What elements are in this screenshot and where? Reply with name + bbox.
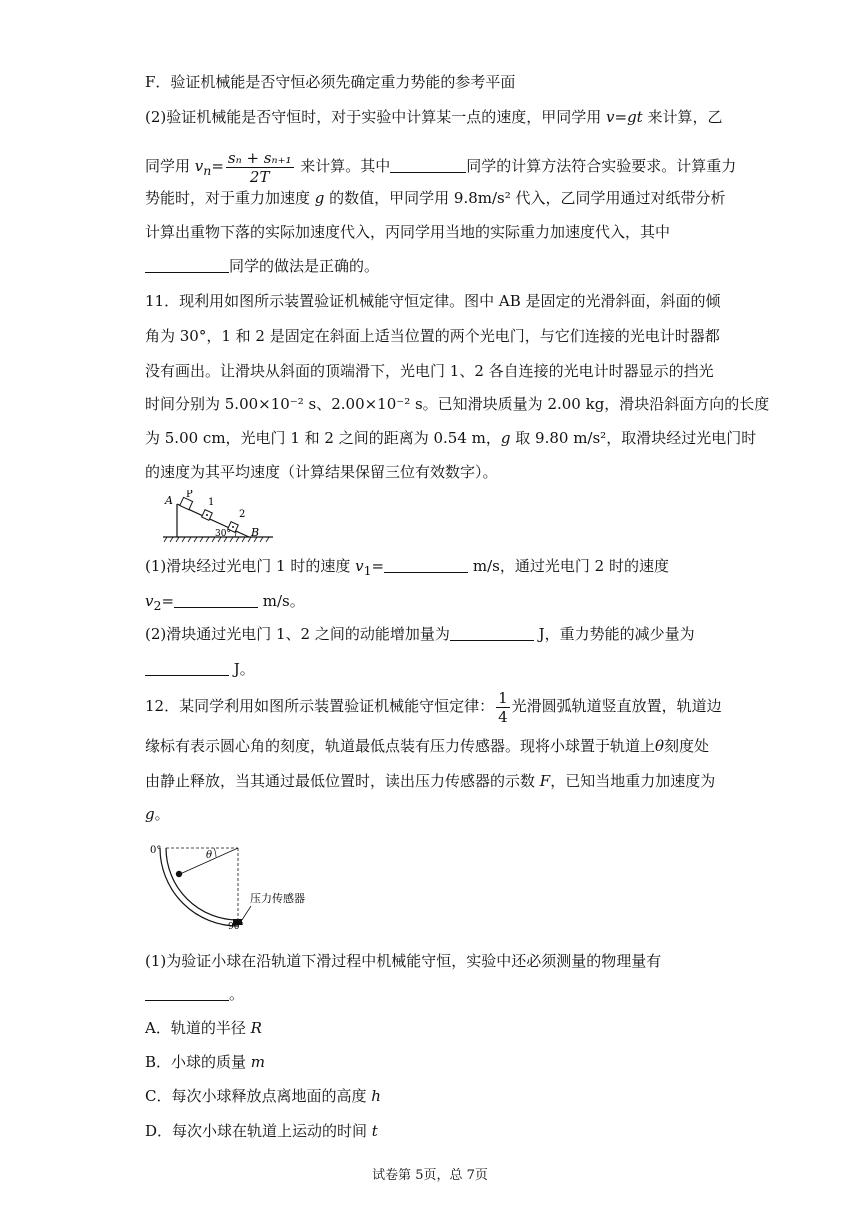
- q11-line1: 11．现利用如图所示装置验证机械能守恒定律。图中 AB 是固定的光滑斜面，斜面的倾: [145, 292, 721, 310]
- q12-line3: 由静止释放，当其通过最低位置时，读出压力传感器的示数 F，已知当地重力加速度为: [145, 772, 716, 790]
- label-a: A: [165, 494, 173, 507]
- option-d: D．每次小球在轨道上运动的时间 t: [145, 1122, 378, 1140]
- q11-sub2-line2: J。: [145, 659, 255, 679]
- q10-part2-line2: 同学用 $v_n=$ $\frac{\text{sₙ + sₙ₊₁}}{2T}$ 来计算。其中 同学的计算方法符合实验要求。计算重力: [145, 148, 737, 186]
- quarter-fraction: $\frac{1}{4}$: [498, 688, 508, 726]
- q10-part2-line3: 势能时，对于重力加速度 g 的数值，甲同学用 9.8m/s² 代入，乙同学用通过对纸带分析: [145, 189, 726, 207]
- label-0-degree: 0°: [150, 845, 162, 856]
- q10-part2-line4: 计算出重物下落的实际加速度代入，丙同学用当地的实际重力加速度代入，其中: [145, 223, 671, 241]
- q12-line2: 缘标有表示圆心角的刻度，轨道最低点装有压力传感器。现将小球置于轨道上θ刻度处: [145, 737, 710, 755]
- answer-blank[interactable]: [145, 257, 229, 273]
- label-angle: 30°: [215, 529, 231, 539]
- option-b: B．小球的质量 m: [145, 1053, 266, 1071]
- q10-part2-line1: (2)验证机械能是否守恒时，对于实验中计算某一点的速度，甲同学用 v=gt 来计算，乙: [145, 108, 723, 126]
- option-f: F．验证机械能是否守恒必须先确定重力势能的参考平面: [145, 73, 516, 91]
- q12-sub1-line1: (1)为验证小球在沿轨道下滑过程中机械能守恒，实验中还必须测量的物理量有: [145, 952, 662, 970]
- q11-line4: 时间分别为 5.00×10⁻² s、2.00×10⁻² s。已知滑块质量为 2.00 kg，滑块沿斜面方向的长度: [145, 395, 770, 413]
- answer-blank[interactable]: [145, 985, 229, 1001]
- q11-line5: 为 5.00 cm，光电门 1 和 2 之间的距离为 0.54 m，g 取 9.80 m/s²，取滑块经过光电门时: [145, 429, 757, 447]
- answer-blank[interactable]: [174, 592, 258, 608]
- label-gate-1: 1: [208, 497, 215, 508]
- q11-sub1-line1: (1)滑块经过光电门 1 时的速度 $v_1= m/s$，通过光电门 2 时的速度: [145, 557, 669, 578]
- velocity-fraction: $\frac{\text{sₙ + sₙ₊₁}}{2T}$: [227, 148, 292, 186]
- label-b: B: [251, 526, 260, 539]
- label-pressure-sensor: 压力传感器: [250, 892, 305, 905]
- q12-line4: g。: [145, 805, 170, 823]
- answer-blank[interactable]: [145, 660, 229, 676]
- arc-track-figure: [148, 840, 318, 930]
- q11-line6: 的速度为其平均速度（计算结果保留三位有效数字）。: [145, 463, 498, 481]
- q12-sub1-line2: 。: [145, 984, 244, 1004]
- label-p: P: [186, 490, 193, 500]
- q11-sub1-line2: $v_2= m/s$。: [145, 592, 305, 613]
- label-gate-2: 2: [239, 509, 246, 520]
- page-footer: 试卷第 5页，总 7页: [372, 1168, 488, 1183]
- q11-line3: 没有画出。让滑块从斜面的顶端滑下，光电门 1、2 各自连接的光电计时器显示的挡光: [145, 362, 714, 380]
- label-90-degree: 90°: [228, 922, 244, 930]
- answer-blank[interactable]: [390, 157, 466, 173]
- option-a: A．轨道的半径 R: [145, 1019, 262, 1037]
- q10-part2-line5: 同学的做法是正确的。: [145, 256, 379, 276]
- label-theta: θ: [206, 850, 213, 861]
- answer-blank[interactable]: [384, 557, 468, 573]
- q11-sub2-line1: (2)滑块通过光电门 1、2 之间的动能增加量为 J，重力势能的减少量为: [145, 625, 695, 643]
- q12-line1: 12．某同学利用如图所示装置验证机械能守恒定律： $\frac{1}{4}$ 光滑圆弧轨道竖直放置，轨道边: [145, 688, 722, 726]
- answer-blank[interactable]: [450, 625, 534, 641]
- option-c: C．每次小球释放点离地面的高度 h: [145, 1087, 381, 1105]
- incline-figure: [163, 490, 273, 548]
- q11-line2: 角为 30°，1 和 2 是固定在斜面上适当位置的两个光电门，与它们连接的光电计时器都: [145, 327, 720, 345]
